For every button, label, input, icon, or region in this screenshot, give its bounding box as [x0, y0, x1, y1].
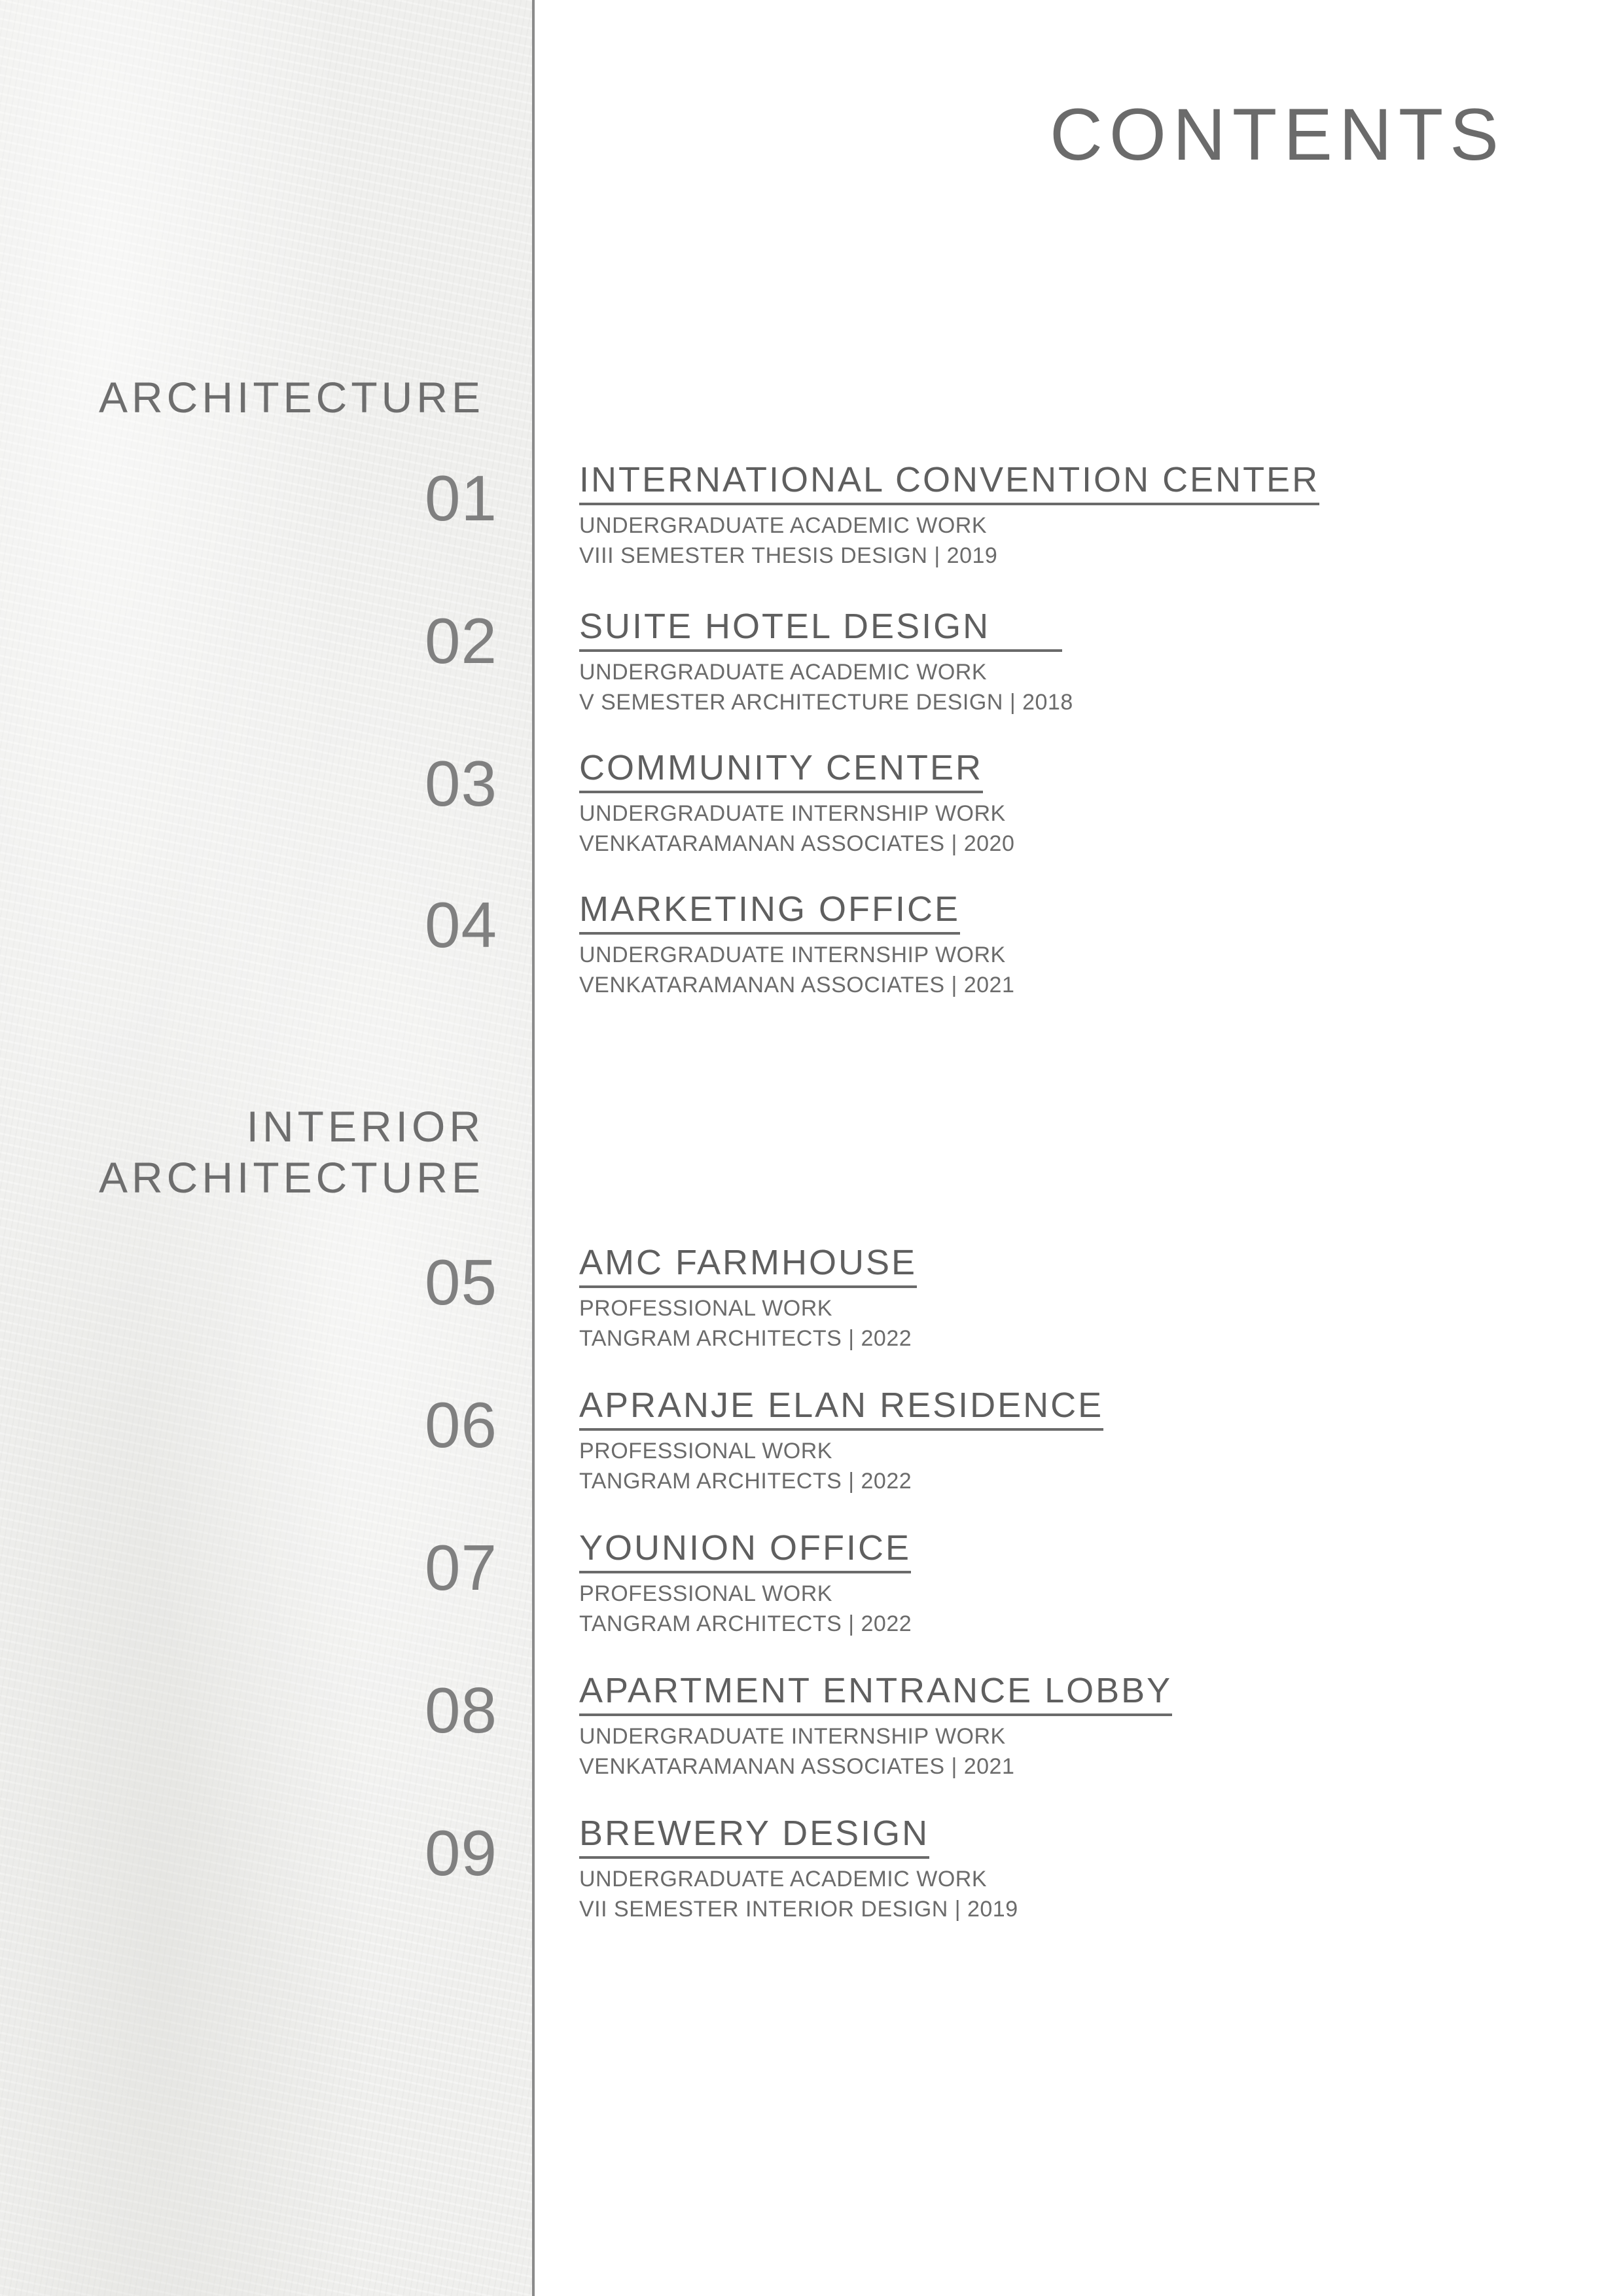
item-number: 03 [424, 747, 497, 819]
toc-entry[interactable] [579, 888, 1014, 1000]
toc-entry-title[interactable]: APARTMENT ENTRANCE LOBBY [579, 1669, 1172, 1716]
page-title: CONTENTS [1050, 94, 1505, 175]
toc-entry-category: UNDERGRADUATE INTERNSHIP WORK [579, 801, 1006, 826]
toc-entry-detail: V SEMESTER ARCHITECTURE DESIGN | 2018 [579, 690, 1073, 715]
toc-entry[interactable] [579, 458, 1319, 571]
toc-entry[interactable] [579, 746, 1014, 859]
toc-entry-category: UNDERGRADUATE ACADEMIC WORK [579, 513, 988, 538]
toc-entry-title[interactable]: COMMUNITY CENTER [579, 746, 983, 793]
section-label-line: ARCHITECTURE [98, 1153, 484, 1202]
item-number: 09 [424, 1817, 497, 1889]
toc-entry[interactable] [579, 1384, 1103, 1496]
toc-entry-title[interactable]: APRANJE ELAN RESIDENCE [579, 1384, 1103, 1431]
toc-entry-category: UNDERGRADUATE ACADEMIC WORK [579, 660, 988, 685]
toc-entry-title[interactable]: AMC FARMHOUSE [579, 1241, 917, 1288]
toc-entry-category: UNDERGRADUATE INTERNSHIP WORK [579, 942, 1006, 967]
toc-entry-detail: VENKATARAMANAN ASSOCIATES | 2021 [579, 1754, 1015, 1779]
toc-entry-title[interactable]: YOUNION OFFICE [579, 1526, 911, 1573]
toc-entry[interactable] [579, 1812, 1018, 1924]
toc-entry-title[interactable]: INTERNATIONAL CONVENTION CENTER [579, 458, 1319, 505]
toc-entry-detail: VII SEMESTER INTERIOR DESIGN | 2019 [579, 1897, 1018, 1922]
toc-entry[interactable] [579, 1669, 1172, 1782]
vertical-divider [532, 0, 535, 2296]
toc-entry-detail: VENKATARAMANAN ASSOCIATES | 2020 [579, 831, 1015, 856]
item-number: 05 [424, 1246, 497, 1318]
toc-entry-category: PROFESSIONAL WORK [579, 1296, 832, 1321]
toc-entry-category: PROFESSIONAL WORK [579, 1581, 832, 1606]
toc-entry[interactable] [579, 605, 1073, 717]
section-label-line: ARCHITECTURE [98, 373, 484, 422]
item-number: 06 [424, 1389, 497, 1461]
toc-entry-detail: VIII SEMESTER THESIS DESIGN | 2019 [579, 543, 998, 568]
toc-entry-title[interactable]: SUITE HOTEL DESIGN [579, 605, 1062, 652]
toc-entry-category: PROFESSIONAL WORK [579, 1439, 832, 1463]
item-number: 08 [424, 1674, 497, 1746]
toc-entry[interactable] [579, 1241, 917, 1354]
toc-entry-title[interactable]: MARKETING OFFICE [579, 888, 960, 935]
item-number: 01 [424, 462, 497, 534]
toc-entry-detail: TANGRAM ARCHITECTS | 2022 [579, 1326, 912, 1351]
toc-entry-category: UNDERGRADUATE ACADEMIC WORK [579, 1867, 988, 1892]
section-label-interior-architecture [99, 1101, 484, 1203]
toc-entry-detail: TANGRAM ARCHITECTS | 2022 [579, 1611, 912, 1636]
toc-entry-detail: TANGRAM ARCHITECTS | 2022 [579, 1469, 912, 1494]
item-number: 07 [424, 1532, 497, 1604]
section-label-architecture [99, 372, 484, 423]
toc-entry-detail: VENKATARAMANAN ASSOCIATES | 2021 [579, 973, 1015, 997]
toc-entry-category: UNDERGRADUATE INTERNSHIP WORK [579, 1724, 1006, 1749]
item-number: 04 [424, 889, 497, 961]
section-label-line: INTERIOR [246, 1102, 484, 1151]
item-number: 02 [424, 605, 497, 677]
toc-entry-title[interactable]: BREWERY DESIGN [579, 1812, 929, 1859]
toc-entry[interactable] [579, 1526, 912, 1639]
